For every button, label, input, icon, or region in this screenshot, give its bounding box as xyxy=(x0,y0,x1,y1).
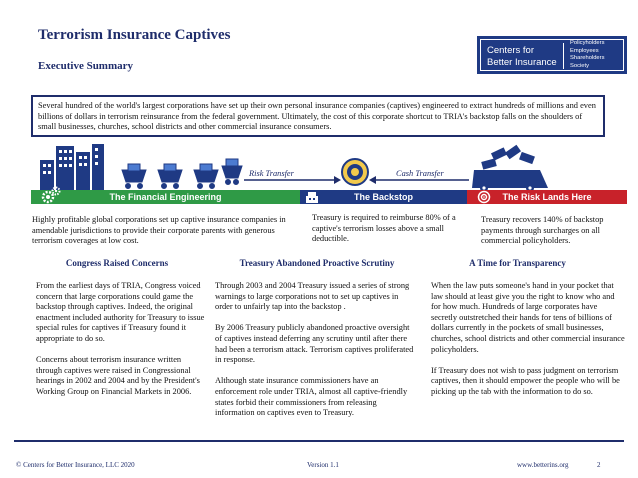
financial-engineering-description: Highly profitable global corporations set up captive insurance companies in amendable jurisdictions to provide their corporate parents with generous terrorism coverages at low cost. xyxy=(32,215,286,246)
treasury-seal-icon xyxy=(342,159,368,185)
banner-backstop-label: The Backstop xyxy=(353,192,413,202)
buildings-icon xyxy=(40,144,104,190)
column-paragraph: Concerns about terrorism insurance written through captives were raised in Congressional hearings in 2002 and 2004 and by the President's Working Group on Financial Markets in 2006. xyxy=(36,355,200,396)
footer-divider xyxy=(14,440,624,442)
column-paragraph: Through 2003 and 2004 Treasury issued a series of strong warnings to large corporations not to set up captives in order to unfairly tap into the backstop . xyxy=(215,281,410,312)
banner-financial-label: The Financial Engineering xyxy=(109,192,222,202)
page-number: 2 xyxy=(597,461,601,469)
cash-register-icon xyxy=(304,190,320,204)
banner-financial-engineering xyxy=(31,190,300,204)
column-heading-treasury: Treasury Abandoned Proactive Scrutiny xyxy=(239,258,395,268)
flow-graphic xyxy=(0,140,638,190)
column-transparency xyxy=(431,281,625,408)
banner-risk-lands-label: The Risk Lands Here xyxy=(502,192,592,202)
logo-stakeholder: Policyholders xyxy=(570,40,605,46)
money-cart-icon xyxy=(158,164,182,189)
column-paragraph: By 2006 Treasury publicly abandoned proactive oversight of captives instead deferring any scrutiny until after there had been a terrorism attack. Terrorism captives proliferated in response. xyxy=(215,323,414,365)
column-paragraph: Although state insurance commissioners have an enforcement role under TRIA, almost all captive-friendly states forbid their commissioners from releasing information on captives even to Treasury. xyxy=(215,376,408,418)
organization-logo xyxy=(477,36,627,74)
money-cart-icon xyxy=(222,159,242,185)
footer-version: Version 1.1 xyxy=(307,461,339,469)
money-cart-icon xyxy=(194,164,218,189)
footer-copyright: © Centers for Better Insurance, LLC 2020 xyxy=(16,461,135,469)
logo-stakeholder: Shareholders xyxy=(570,55,605,62)
column-paragraph: If Treasury does not wish to pass judgment on terrorism captives, then it should empower the people who will be picking up the tab with the information to do so. xyxy=(431,365,620,396)
cash-transfer-label: Cash Transfer xyxy=(396,169,444,178)
money-truck-icon xyxy=(472,145,548,190)
column-congress xyxy=(36,281,208,408)
column-paragraph: From the earliest days of TRIA, Congress voiced concern that large corporations could game the backstop through captives. Indeed, the original enactment included authority for Treasury to issue special rules for captives if Treasury found it appropriate to do so. xyxy=(36,281,205,343)
intro-box: Several hundred of the world's largest corporations have set up their own personal insurance companies (captives) engineered to extract hundreds of millions and even billions of dollars in terrorism reinsurance from the federal government. Ultimately, the cost of this corporate shortcut to TRIA's backstop falls on the shoulders of small businesses, churches, school districts and other commercial insurance consumers. xyxy=(31,95,605,137)
logo-stakeholder: Society xyxy=(570,62,590,69)
banner-backstop xyxy=(300,190,467,204)
banner-risk-lands xyxy=(467,190,627,204)
logo-name-line2: Better Insurance xyxy=(487,57,557,68)
logo-stakeholder: Employees xyxy=(570,47,599,54)
column-treasury xyxy=(215,281,417,429)
column-heading-transparency: A Time for Transparency xyxy=(469,258,566,268)
logo-name xyxy=(487,45,557,69)
page-subtitle: Executive Summary xyxy=(38,60,134,72)
logo-divider xyxy=(563,43,564,69)
money-cart-icon xyxy=(122,164,146,189)
risk-lands-description: Treasury recovers 140% of backstop payments through surcharges on all commercial policyholders. xyxy=(481,215,604,246)
backstop-description: Treasury is required to reimburse 80% of a captive's terrorism losses above a small deductible. xyxy=(312,213,456,244)
logo-name-line1: Centers for xyxy=(487,45,534,56)
logo-stakeholder-list xyxy=(570,40,604,70)
page-title: Terrorism Insurance Captives xyxy=(38,27,231,43)
column-paragraph: When the law puts someone's hand in your pocket that law should at least give you the right to know who and for how much. Hundreds of large corporates have secretly outstretched their hands for tens of billions of dollars currently in the pockets of small businesses, churches, school districts and other commercial insurance policyholders. xyxy=(431,281,625,354)
column-heading-congress: Congress Raised Concerns xyxy=(65,258,169,268)
footer-website[interactable]: www.betterins.org xyxy=(517,461,569,469)
risk-transfer-label: Risk Transfer xyxy=(249,169,294,178)
gears-icon xyxy=(40,185,62,205)
target-icon xyxy=(477,190,491,204)
